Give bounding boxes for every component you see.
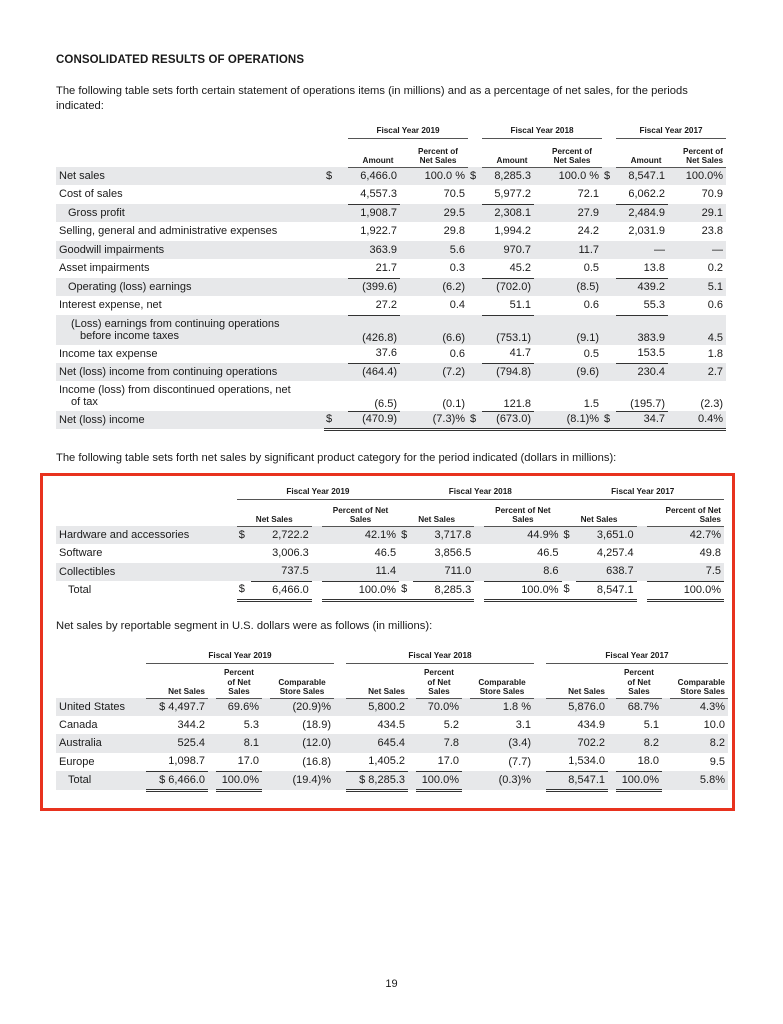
row-label: Collectibles xyxy=(56,563,237,581)
row-label: Gross profit xyxy=(56,204,324,222)
table-row: Selling, general and administrative expenses 1,922.7 29.8 1,994.2 24.2 2,031.9 23.8 xyxy=(56,222,726,241)
table-row: Total $ 6,466.0 100.0% $ 8,285.3 100.0% $ 8,547.1 100.0% xyxy=(56,581,724,600)
table-row: Operating (loss) earnings (399.6) (6.2) (702.0) (8.5) 439.2 5.1 xyxy=(56,278,726,296)
table-row: Software 3,006.3 46.5 3,856.5 46.5 4,257.4 49.8 xyxy=(56,544,724,563)
table-row: Net sales $ 6,466.0 100.0 % $ 8,285.3 100.0 % $ 8,547.1 100.0% xyxy=(56,167,726,185)
t3-col-pct-2018: Percent of Net Sales xyxy=(416,663,462,698)
table-row: Australia 525.4 8.1 (12.0) 645.4 7.8 (3.4) 702.2 8.2 8.2 xyxy=(56,734,728,753)
t2-col-sales-2017: Net Sales xyxy=(562,499,637,526)
row-label: Total xyxy=(56,771,146,790)
row-label: Hardware and accessories xyxy=(56,526,237,544)
t2-col-sales-2019: Net Sales xyxy=(237,499,312,526)
intro-paragraph-operations: The following table sets forth certain statement of operations items (in millions) and as a percentage of net sales, for the periods indicated: xyxy=(56,85,688,112)
t1-year-2018: Fiscal Year 2018 xyxy=(482,124,602,138)
table-row: Cost of sales 4,557.3 70.5 5,977.2 72.1 6,062.2 70.9 xyxy=(56,185,726,204)
t2-col-pct-2017: Percent of Net Sales xyxy=(647,499,724,526)
row-label: Canada xyxy=(59,718,98,731)
table-row: Collectibles 737.5 11.4 711.0 8.6 638.7 7.5 xyxy=(56,563,724,581)
t1-year-2017: Fiscal Year 2017 xyxy=(616,124,726,138)
row-label: Europe xyxy=(59,755,95,768)
table-row: United States $ 4,497.7 69.6% (20.9)% 5,800.2 70.0% 1.8 % 5,876.0 68.7% 4.3% xyxy=(56,698,728,716)
t3-year-2018: Fiscal Year 2018 xyxy=(346,649,534,663)
t3-col-comp-2019: Comparable Store Sales xyxy=(270,663,334,698)
page-number: 19 xyxy=(385,978,398,990)
table-row: Net (loss) income from continuing operations (464.4) (7.2) (794.8) (9.6) 230.4 2.7 xyxy=(56,363,726,381)
t1-col-pct-2017: Percent of Net Sales xyxy=(676,138,726,167)
row-label: Income tax expense xyxy=(59,347,158,360)
t2-year-2017: Fiscal Year 2017 xyxy=(562,485,725,499)
row-label: Net (loss) income from continuing operations xyxy=(56,363,324,381)
row-label: Software xyxy=(59,547,103,559)
row-label: Net sales xyxy=(56,167,324,185)
t1-col-pct-2019: Percent of Net Sales xyxy=(408,138,468,167)
row-label: United States xyxy=(56,698,146,716)
table-row: Hardware and accessories $ 2,722.2 42.1% $ 3,717.8 44.9% $ 3,651.0 42.7% xyxy=(56,526,724,544)
t2-col-pct-2018: Percent of Net Sales xyxy=(484,499,561,526)
t3-col-sales-2018: Net Sales xyxy=(346,663,408,698)
table-row: (Loss) earnings from continuing operations before income taxes (426.8) (6.6) (753.1) (9.1) 383.9 4.5 xyxy=(56,315,726,345)
t1-col-pct-2018: Percent of Net Sales xyxy=(542,138,602,167)
table-row: Canada 344.2 5.3 (18.9) 434.5 5.2 3.1 434.9 5.1 10.0 xyxy=(56,716,728,734)
table-row: Asset impairments 21.7 0.3 45.2 0.5 13.8 0.2 xyxy=(56,259,726,278)
row-label: Interest expense, net xyxy=(59,299,162,311)
row-label: Australia xyxy=(56,734,146,753)
row-label: Income (loss) from discontinued operations, net of tax xyxy=(59,384,291,408)
t3-year-2017: Fiscal Year 2017 xyxy=(546,649,728,663)
table-row: Goodwill impairments 363.9 5.6 970.7 11.7 — — xyxy=(56,241,726,259)
operations-table xyxy=(56,124,726,431)
row-label: Selling, general and administrative expenses xyxy=(59,225,278,237)
t1-year-2019: Fiscal Year 2019 xyxy=(348,124,468,138)
table-row: Europe 1,098.7 17.0 (16.8) 1,405.2 17.0 (7.7) 1,534.0 18.0 9.5 xyxy=(56,753,728,771)
category-table xyxy=(56,485,724,602)
t1-col-amount-2018: Amount xyxy=(482,138,542,167)
t3-col-sales-2019: Net Sales xyxy=(146,663,208,698)
row-label: Goodwill impairments xyxy=(56,241,324,259)
segment-table xyxy=(56,649,728,792)
table-row: Income (loss) from discontinued operations, net of tax (6.5) (0.1) 121.8 1.5 (195.7) (2.3) xyxy=(56,381,726,411)
table-row: Gross profit 1,908.7 29.5 2,308.1 27.9 2,484.9 29.1 xyxy=(56,204,726,222)
table-row: Interest expense, net 27.2 0.4 51.1 0.6 55.3 0.6 xyxy=(56,296,726,315)
t3-year-2019: Fiscal Year 2019 xyxy=(146,649,334,663)
t3-col-sales-2017: Net Sales xyxy=(546,663,608,698)
t2-col-pct-2019: Percent of Net Sales xyxy=(322,499,399,526)
row-label: Asset impairments xyxy=(59,262,150,274)
row-label: Operating (loss) earnings xyxy=(56,278,324,296)
t2-year-2019: Fiscal Year 2019 xyxy=(237,485,399,499)
section-title: CONSOLIDATED RESULTS OF OPERATIONS xyxy=(56,54,305,66)
t1-col-amount-2019: Amount xyxy=(348,138,408,167)
intro-paragraph-segment: Net sales by reportable segment in U.S. dollars were as follows (in millions): xyxy=(56,620,433,632)
row-label: Cost of sales xyxy=(59,188,123,200)
table-row: Total $ 6,466.0 100.0% (19.4)% $ 8,285.3 100.0% (0.3)% 8,547.1 100.0% 5.8% xyxy=(56,771,728,790)
t2-year-2018: Fiscal Year 2018 xyxy=(399,485,561,499)
t3-col-comp-2017: Comparable Store Sales xyxy=(670,663,728,698)
t1-col-amount-2017: Amount xyxy=(616,138,676,167)
t2-col-sales-2018: Net Sales xyxy=(399,499,474,526)
row-label: Net (loss) income xyxy=(56,411,324,429)
t3-col-comp-2018: Comparable Store Sales xyxy=(470,663,534,698)
table-row: Net (loss) income $ (470.9) (7.3)% $ (673.0) (8.1)% $ 34.7 0.4% xyxy=(56,411,726,429)
table-row: Income tax expense 37.6 0.6 41.7 0.5 153.5 1.8 xyxy=(56,345,726,363)
t3-col-pct-2017: Percent of Net Sales xyxy=(616,663,662,698)
t3-col-pct-2019: Percent of Net Sales xyxy=(216,663,262,698)
intro-paragraph-category: The following table sets forth net sales by significant product category for the period indicated (dollars in millions): xyxy=(56,452,617,464)
row-label: Total xyxy=(68,584,92,596)
row-label: (Loss) earnings from continuing operations before income taxes xyxy=(56,315,324,345)
